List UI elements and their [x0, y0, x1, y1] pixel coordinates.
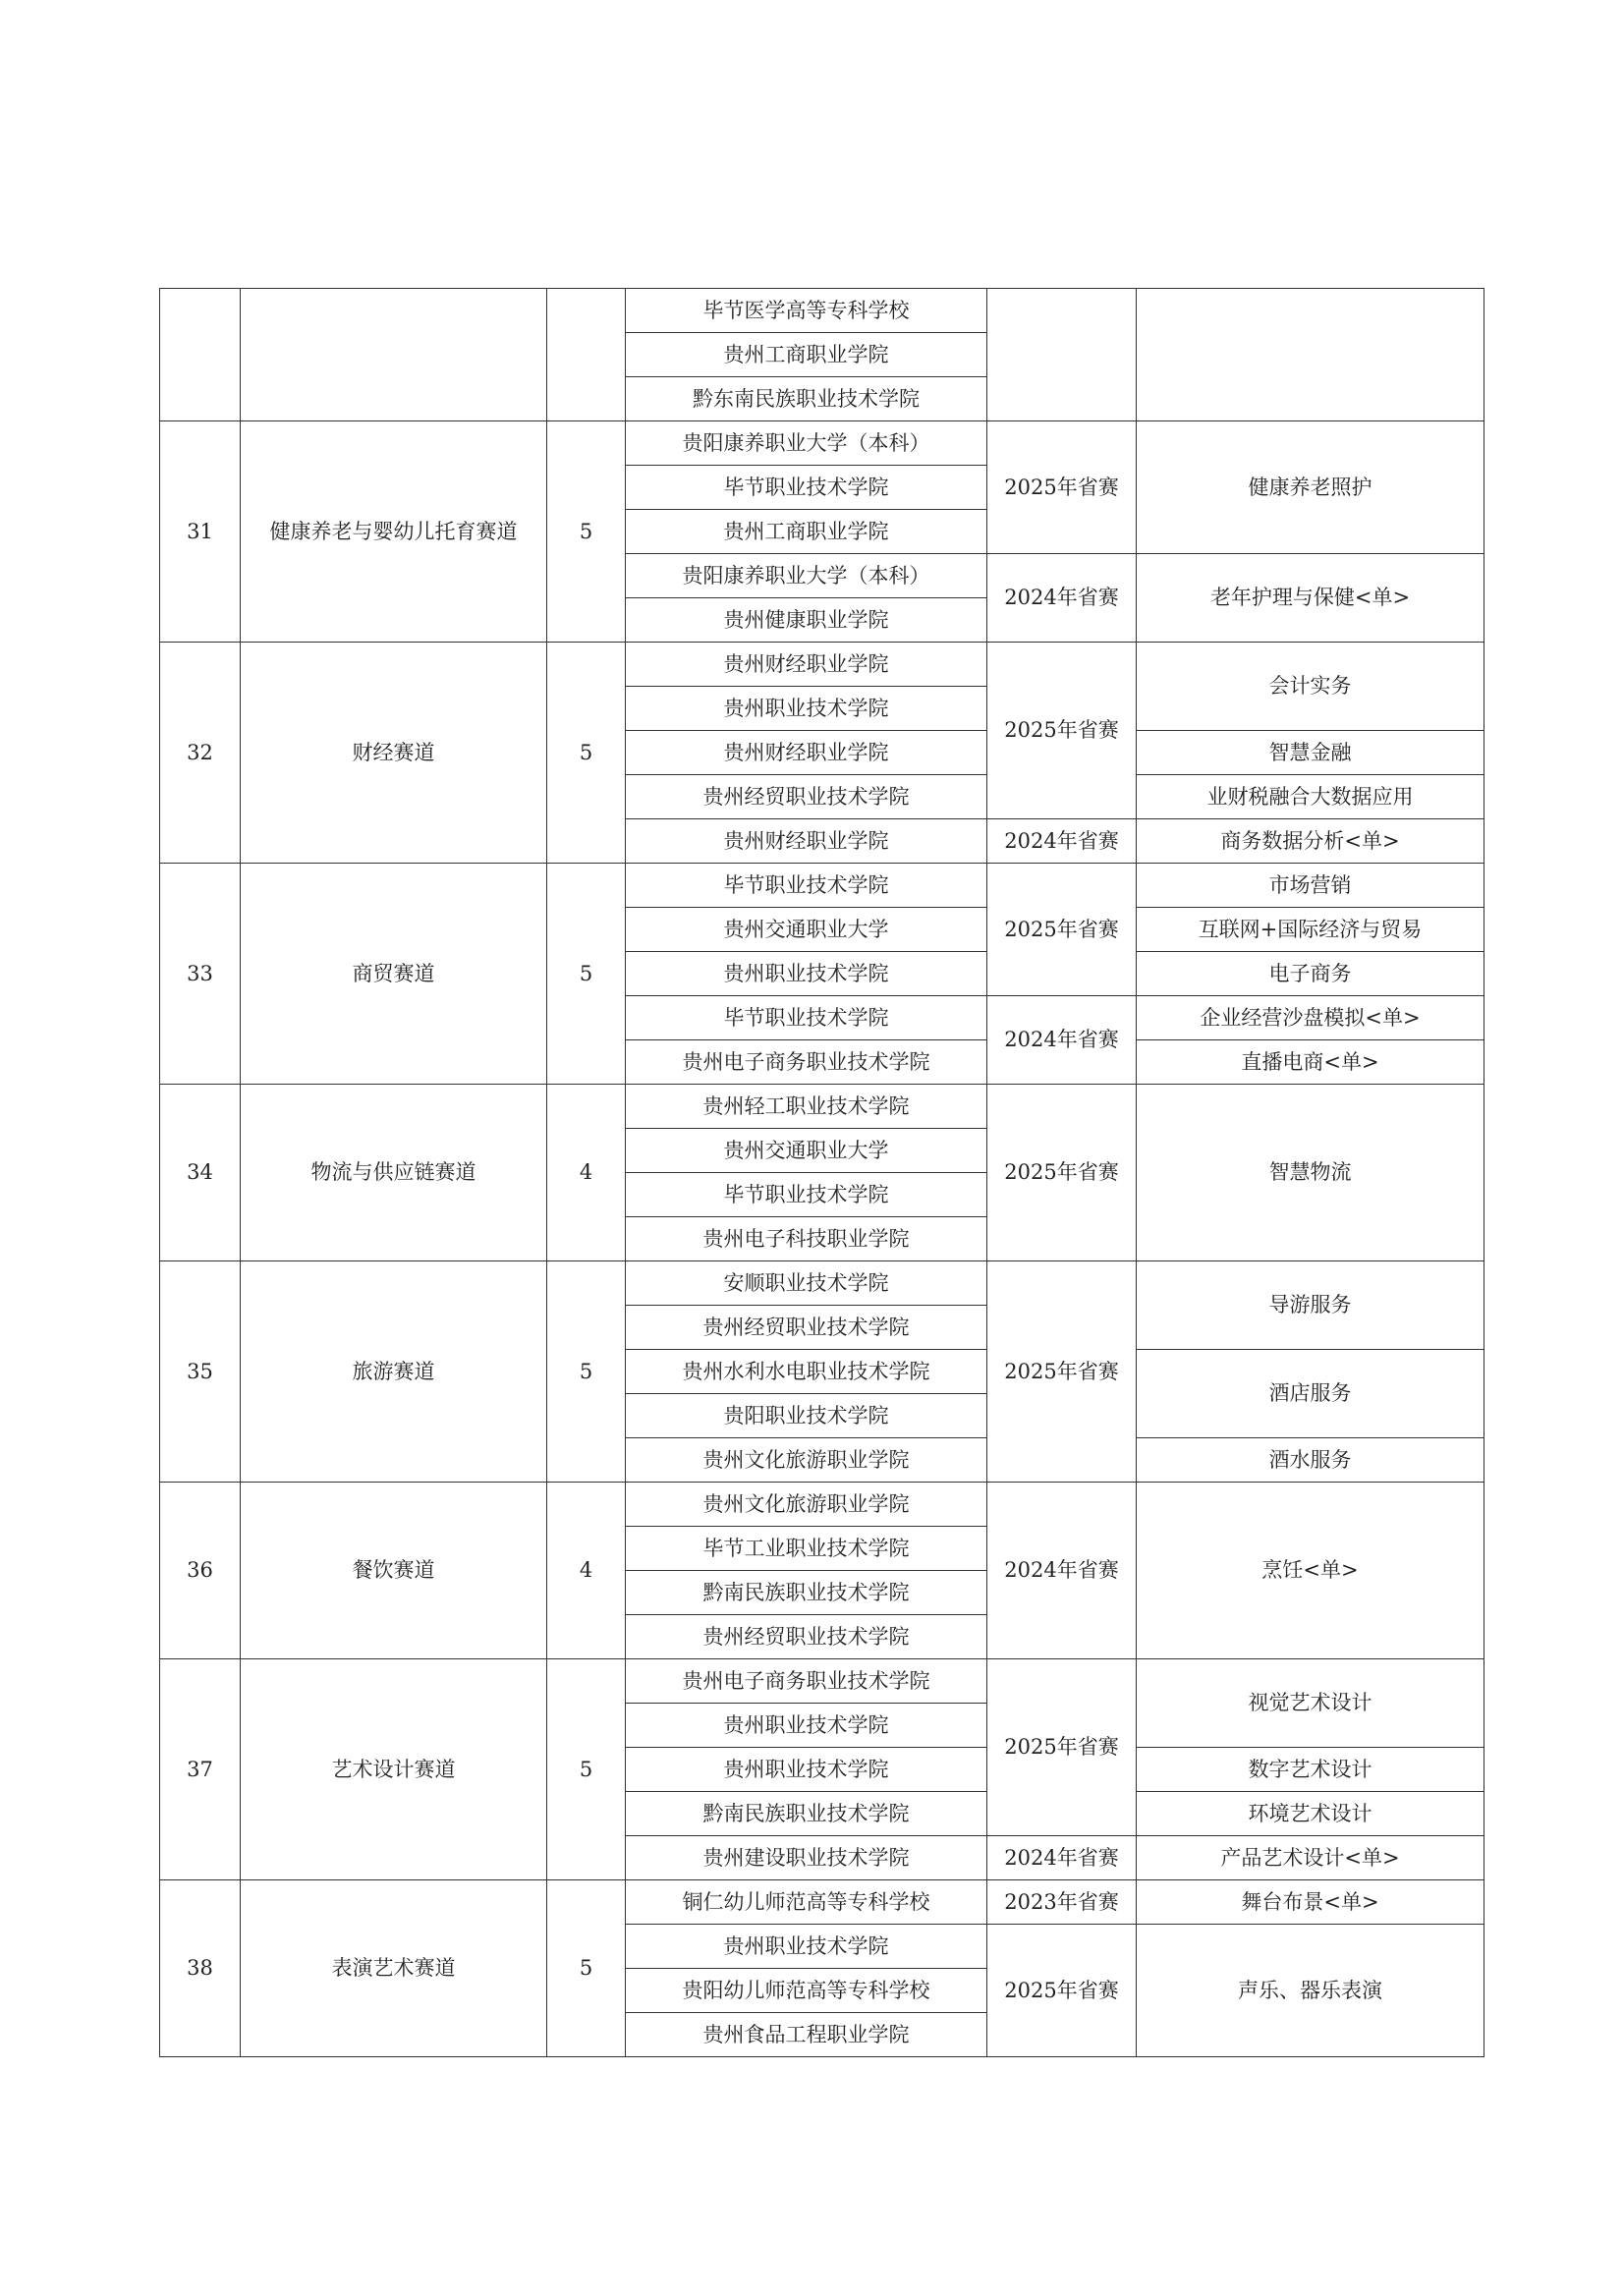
event-name-cell: 智慧金融 [1137, 731, 1484, 775]
competition-year-cell: 2024年省赛 [987, 554, 1137, 643]
event-name-cell: 声乐、器乐表演 [1137, 1925, 1484, 2057]
school-cell: 贵州财经职业学院 [626, 819, 987, 864]
event-name-cell: 烹饪<单> [1137, 1483, 1484, 1659]
row-number-cell: 32 [160, 643, 241, 864]
school-cell: 贵阳幼儿师范高等专科学校 [626, 1969, 987, 2013]
school-cell: 贵州工商职业学院 [626, 333, 987, 377]
school-cell: 贵州电子商务职业技术学院 [626, 1659, 987, 1704]
competition-year-cell: 2024年省赛 [987, 819, 1137, 864]
competition-year-cell [987, 289, 1137, 421]
school-cell: 贵州文化旅游职业学院 [626, 1438, 987, 1483]
row-number-cell: 33 [160, 864, 241, 1085]
track-name-cell: 表演艺术赛道 [241, 1880, 547, 2057]
track-name-cell: 餐饮赛道 [241, 1483, 547, 1659]
event-name-cell: 导游服务 [1137, 1261, 1484, 1350]
competition-year-cell: 2024年省赛 [987, 996, 1137, 1085]
competition-year-cell: 2024年省赛 [987, 1836, 1137, 1880]
school-cell: 贵州经贸职业技术学院 [626, 1615, 987, 1659]
track-name-cell: 艺术设计赛道 [241, 1659, 547, 1880]
competition-year-cell: 2025年省赛 [987, 643, 1137, 819]
school-cell: 贵阳康养职业大学（本科） [626, 421, 987, 466]
school-cell: 黔东南民族职业技术学院 [626, 377, 987, 421]
school-cell: 黔南民族职业技术学院 [626, 1792, 987, 1836]
school-cell: 贵阳职业技术学院 [626, 1394, 987, 1438]
school-cell: 贵州电子科技职业学院 [626, 1217, 987, 1261]
event-name-cell: 商务数据分析<单> [1137, 819, 1484, 864]
event-name-cell: 市场营销 [1137, 864, 1484, 908]
table-row [160, 421, 1484, 466]
school-cell: 毕节职业技术学院 [626, 996, 987, 1040]
school-cell: 贵州职业技术学院 [626, 687, 987, 731]
track-name-cell: 旅游赛道 [241, 1261, 547, 1483]
event-name-cell: 直播电商<单> [1137, 1040, 1484, 1085]
track-name-cell: 物流与供应链赛道 [241, 1085, 547, 1261]
school-cell: 贵州文化旅游职业学院 [626, 1483, 987, 1527]
table-row [160, 1261, 1484, 1306]
row-number-cell: 36 [160, 1483, 241, 1659]
event-name-cell: 数字艺术设计 [1137, 1748, 1484, 1792]
row-number-cell: 34 [160, 1085, 241, 1261]
competition-year-cell: 2023年省赛 [987, 1880, 1137, 1925]
table-row [160, 864, 1484, 908]
school-cell: 毕节职业技术学院 [626, 864, 987, 908]
event-name-cell: 互联网+国际经济与贸易 [1137, 908, 1484, 952]
event-name-cell: 会计实务 [1137, 643, 1484, 731]
competition-year-cell: 2025年省赛 [987, 1925, 1137, 2057]
competition-year-cell: 2025年省赛 [987, 421, 1137, 554]
school-cell: 贵州交通职业大学 [626, 1129, 987, 1173]
table-row [160, 1880, 1484, 1925]
slot-count-cell: 5 [547, 643, 626, 864]
table-row [160, 289, 1484, 333]
school-cell: 毕节职业技术学院 [626, 466, 987, 510]
school-cell: 贵州职业技术学院 [626, 1704, 987, 1748]
event-name-cell: 产品艺术设计<单> [1137, 1836, 1484, 1880]
track-name-cell [241, 289, 547, 421]
slot-count-cell: 5 [547, 1880, 626, 2057]
slot-count-cell: 5 [547, 864, 626, 1085]
slot-count-cell: 4 [547, 1085, 626, 1261]
row-number-cell: 35 [160, 1261, 241, 1483]
table-row [160, 643, 1484, 687]
event-name-cell: 舞台布景<单> [1137, 1880, 1484, 1925]
school-cell: 毕节医学高等专科学校 [626, 289, 987, 333]
event-name-cell: 企业经营沙盘模拟<单> [1137, 996, 1484, 1040]
school-cell: 贵州经贸职业技术学院 [626, 1306, 987, 1350]
slot-count-cell: 5 [547, 1659, 626, 1880]
competition-year-cell: 2025年省赛 [987, 1659, 1137, 1836]
school-cell: 贵州财经职业学院 [626, 731, 987, 775]
school-cell: 贵州工商职业学院 [626, 510, 987, 554]
school-cell: 贵州职业技术学院 [626, 952, 987, 996]
slot-count-cell: 5 [547, 1261, 626, 1483]
event-name-cell: 酒水服务 [1137, 1438, 1484, 1483]
slot-count-cell: 5 [547, 421, 626, 643]
school-cell: 贵州水利水电职业技术学院 [626, 1350, 987, 1394]
school-cell: 安顺职业技术学院 [626, 1261, 987, 1306]
slot-count-cell [547, 289, 626, 421]
row-number-cell [160, 289, 241, 421]
school-cell: 贵州健康职业学院 [626, 598, 987, 643]
school-cell: 贵州轻工职业技术学院 [626, 1085, 987, 1129]
event-name-cell [1137, 289, 1484, 421]
slot-count-cell: 4 [547, 1483, 626, 1659]
row-number-cell: 37 [160, 1659, 241, 1880]
school-cell: 贵州食品工程职业学院 [626, 2013, 987, 2057]
school-cell: 毕节职业技术学院 [626, 1173, 987, 1217]
school-cell: 贵州职业技术学院 [626, 1748, 987, 1792]
school-cell: 铜仁幼儿师范高等专科学校 [626, 1880, 987, 1925]
table-row [160, 1659, 1484, 1704]
competition-year-cell: 2025年省赛 [987, 1261, 1137, 1483]
school-cell: 毕节工业职业技术学院 [626, 1527, 987, 1571]
competition-track-table [159, 288, 1484, 2057]
school-cell: 贵州职业技术学院 [626, 1925, 987, 1969]
event-name-cell: 智慧物流 [1137, 1085, 1484, 1261]
table-row [160, 1085, 1484, 1129]
event-name-cell: 视觉艺术设计 [1137, 1659, 1484, 1748]
school-cell: 贵州建设职业技术学院 [626, 1836, 987, 1880]
school-cell: 贵州经贸职业技术学院 [626, 775, 987, 819]
row-number-cell: 38 [160, 1880, 241, 2057]
row-number-cell: 31 [160, 421, 241, 643]
event-name-cell: 酒店服务 [1137, 1350, 1484, 1438]
school-cell: 贵州交通职业大学 [626, 908, 987, 952]
track-name-cell: 健康养老与婴幼儿托育赛道 [241, 421, 547, 643]
school-cell: 贵州财经职业学院 [626, 643, 987, 687]
track-name-cell: 商贸赛道 [241, 864, 547, 1085]
competition-year-cell: 2025年省赛 [987, 1085, 1137, 1261]
table-body [160, 289, 1484, 2057]
event-name-cell: 电子商务 [1137, 952, 1484, 996]
school-cell: 贵州电子商务职业技术学院 [626, 1040, 987, 1085]
school-cell: 贵阳康养职业大学（本科） [626, 554, 987, 598]
competition-year-cell: 2025年省赛 [987, 864, 1137, 996]
track-name-cell: 财经赛道 [241, 643, 547, 864]
event-name-cell: 老年护理与保健<单> [1137, 554, 1484, 643]
event-name-cell: 环境艺术设计 [1137, 1792, 1484, 1836]
event-name-cell: 业财税融合大数据应用 [1137, 775, 1484, 819]
table-row [160, 1483, 1484, 1527]
school-cell: 黔南民族职业技术学院 [626, 1571, 987, 1615]
competition-year-cell: 2024年省赛 [987, 1483, 1137, 1659]
event-name-cell: 健康养老照护 [1137, 421, 1484, 554]
